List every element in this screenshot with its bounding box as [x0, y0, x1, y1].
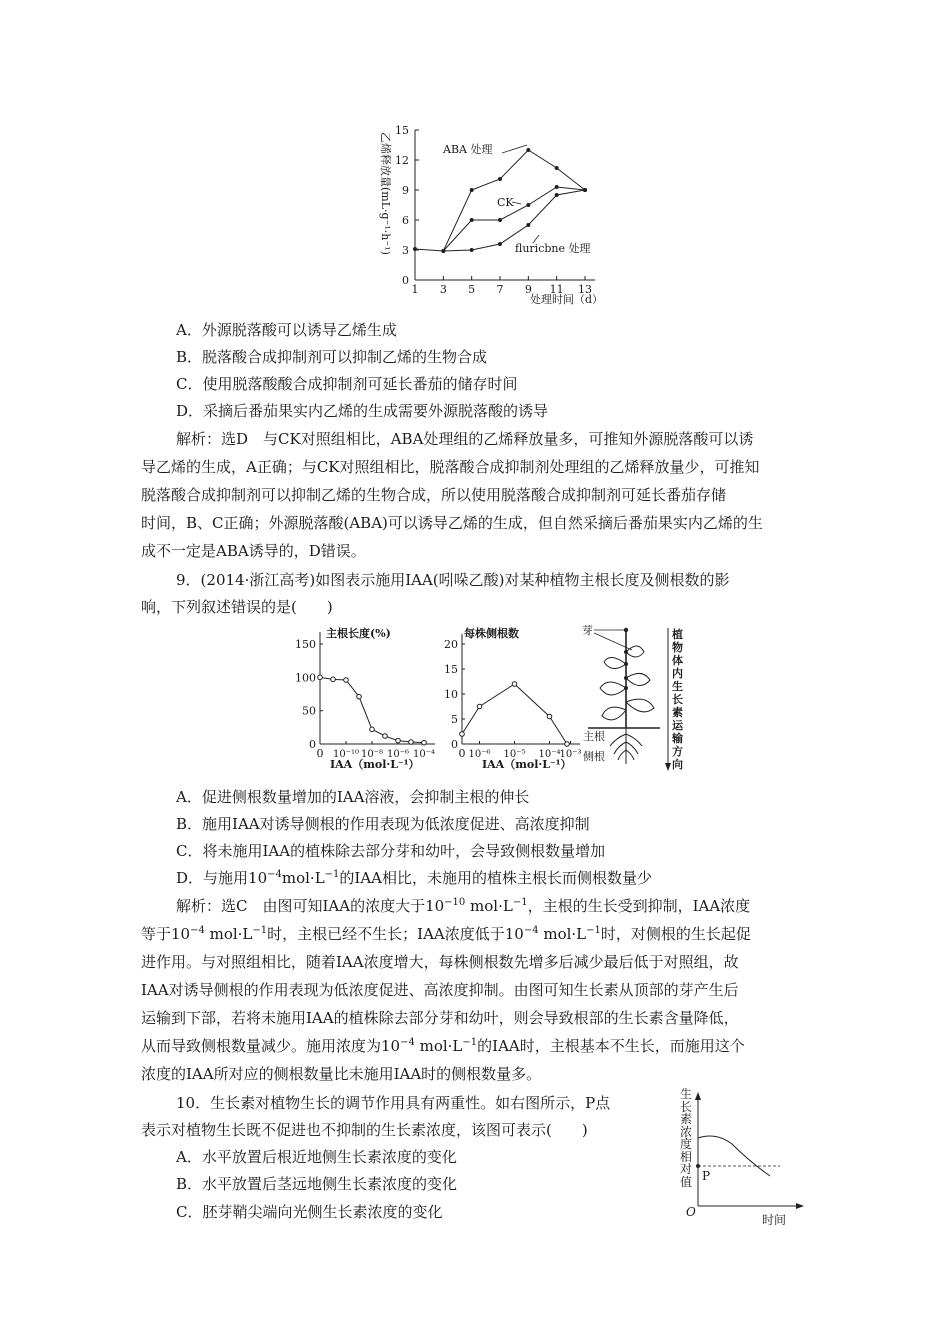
y-tick-label: 15 [444, 663, 458, 676]
root-system-icon [610, 728, 642, 764]
x-tick-label: 10⁻⁶ [468, 749, 491, 760]
q8-answer-line2: 导乙烯的生成，A正确；与CK对照组相比，脱落酸合成抑制剂处理组的乙烯释放量少，可推知 [141, 458, 760, 476]
q9-option-b: B．施用IAA对诱导侧根的作用表现为低浓度促进、高浓度抑制 [176, 815, 590, 833]
data-point [413, 247, 417, 251]
y-tick-label: 150 [295, 638, 316, 651]
q8-option-d: D．采摘后番茄果实内乙烯的生成需要外源脱落酸的诱导 [176, 402, 549, 420]
ethylene-chart-xlabel: 处理时间（d） [530, 293, 604, 306]
y-tick-label: 6 [402, 214, 409, 227]
y-tick-label: 3 [402, 244, 409, 257]
data-point [422, 740, 427, 745]
main-root-chart [290, 622, 440, 772]
x-tick-label: 10⁻⁴ [412, 749, 436, 760]
q9-answer-line1: 解析：选C 由图可知IAA的浓度大于$10^{-10}$ $mol\cdot L^{-1}$，主根的生长受到抑制，IAA浓度 [176, 897, 751, 915]
y-tick-label: 20 [444, 638, 458, 651]
y-tick-label: 5 [451, 713, 458, 726]
q8-answer-line1: 解析：选D 与CK对照组相比，ABA处理组的乙烯释放量多，可推知外源脱落酸可以诱 [176, 430, 754, 448]
q10-stem-line1: 10．生长素对植物生长的调节作用具有两重性。如右图所示，P点 [176, 1094, 611, 1112]
q9-stem-line1: 9．(2014·浙江高考)如图表示施用IAA(吲哚乙酸)对某种植物主根长度及侧根数的影 [176, 571, 730, 589]
data-point [583, 188, 587, 192]
data-point [498, 242, 502, 246]
y-tick-label: 9 [402, 184, 409, 197]
x-tick-label: 11 [549, 283, 564, 296]
x-tick-label: 0 [458, 747, 466, 760]
ethylene-chart [365, 118, 615, 313]
data-point [555, 166, 559, 170]
x-tick-label: 3 [439, 283, 447, 296]
q9-answer-line4: IAA对诱导侧根的作用表现为低浓度促进、高浓度抑制。由图可知生长素从顶部的芽产生后 [141, 981, 739, 999]
y-tick-label: 15 [395, 124, 409, 137]
x-tick-label: 9 [524, 283, 532, 296]
x-tick-label: 10⁻³ [559, 749, 582, 760]
data-point [370, 727, 375, 732]
data-point [512, 682, 517, 687]
lateral-root-chart [440, 622, 585, 772]
data-point [477, 704, 482, 709]
aba-series-label: ABA 处理 [443, 143, 493, 156]
ck-series-label: CK [497, 196, 514, 209]
auxin-chart-xlabel: 时间 [762, 1213, 787, 1227]
q8-answer-line3: 脱落酸合成抑制剂可以抑制乙烯的生物合成，所以使用脱落酸合成抑制剂可延长番茄存储 [141, 486, 727, 504]
data-point [344, 678, 349, 683]
data-point [498, 218, 502, 222]
data-point [460, 732, 465, 737]
main-root-chart-title: 主根长度(%) [326, 627, 391, 640]
data-point [555, 185, 559, 189]
data-point [526, 203, 530, 207]
data-point [555, 193, 559, 197]
x-tick-label: 10⁻⁸ [360, 749, 384, 760]
q9-option-a: A．促进侧根数量增加的IAA溶液，会抑制主根的伸长 [176, 788, 530, 806]
q9-answer-line7: 浓度的IAA所对应的侧根数量比未施用IAA时的侧根数量多。 [141, 1065, 542, 1083]
data-point [565, 742, 570, 747]
data-point [409, 740, 414, 745]
fluricbne-series-label: fluricbne 处理 [515, 242, 591, 255]
data-point [441, 249, 445, 253]
q9-answer-line2: 等于$10^{-4}$ $mol\cdot L^{-1}$时，主根已经不生长；IAA浓度低于$10^{-4}$ $mol\cdot L^{-1}$时，对侧根的生长起促 [141, 925, 751, 943]
y-tick-label: 50 [302, 704, 316, 718]
q8-option-c: C．使用脱落酸酸合成抑制剂可延长番茄的储存时间 [176, 375, 518, 393]
data-point [470, 218, 474, 222]
data-point [526, 148, 530, 152]
origin-label: O [686, 1205, 696, 1219]
y-tick-label: 100 [295, 671, 316, 685]
x-tick-label: 5 [468, 283, 476, 296]
data-point [470, 188, 474, 192]
x-tick-label: 10⁻⁴ [538, 749, 561, 760]
x-tick-label: 10⁻⁵ [503, 749, 526, 760]
data-point [498, 177, 502, 181]
x-tick-label: 1 [411, 283, 419, 296]
q9-option-d: D．与施用$10^{-4}mol\cdot L^{-1}$的IAA相比，未施用的植株主根长而侧根数量少 [176, 869, 652, 887]
data-point [383, 734, 388, 739]
data-point [396, 738, 401, 743]
main-root-label: 主根 [583, 730, 605, 743]
q8-option-b: B．脱落酸合成抑制剂可以抑制乙烯的生物合成 [176, 348, 488, 366]
q10-option-a: A．水平放置后根近地侧生长素浓度的变化 [176, 1148, 457, 1166]
x-tick-label: 13 [578, 283, 592, 296]
y-tick-label: 10 [444, 688, 458, 701]
q9-answer-line3: 进作用。与对照组相比，随着IAA浓度增大，每株侧根数先增多后减少最后低于对照组，故 [141, 953, 739, 971]
x-tick-label: 10⁻⁶ [386, 749, 410, 760]
p-point-label: P [702, 1169, 711, 1183]
lateral-root-chart-title: 每株侧根数 [464, 627, 519, 640]
data-point [526, 223, 530, 227]
q9-answer-line5: 运输到下部，若将未施用IAA的植株除去部分芽和幼叶，则会导致根部的生长素含量降低， [141, 1009, 739, 1027]
q9-stem-line2: 响，下列叙述错误的是( ) [141, 598, 333, 616]
q10-option-c: C．胚芽鞘尖端向光侧生长素浓度的变化 [176, 1203, 443, 1221]
x-tick-label: 0 [316, 747, 324, 760]
x-tick-label: 7 [496, 283, 504, 296]
leaf-icon [600, 646, 654, 720]
side-root-label: 侧根 [583, 750, 605, 763]
auxin-chart-ylabel: 生长素浓度相对值 [680, 1087, 693, 1189]
q9-option-c: C．将未施用IAA的植株除去部分芽和幼叶，会导致侧根数量增加 [176, 842, 606, 860]
q8-option-a: A．外源脱落酸可以诱导乙烯生成 [176, 321, 397, 339]
q10-option-b: B．水平放置后茎远地侧生长素浓度的变化 [176, 1175, 458, 1193]
q8-answer-line5: 成不一定是ABA诱导的，D错误。 [141, 542, 366, 560]
q10-stem-line2: 表示对植物生长既不促进也不抑制的生长素浓度，该图可表示( ) [141, 1121, 588, 1139]
data-point [547, 714, 552, 719]
q9-answer-line6: 从而导致侧根数量减少。施用浓度为$10^{-4}$ $mol\cdot L^{-1}$的IAA时，主根基本不生长，而施用这个 [141, 1037, 745, 1055]
x-tick-label: 10⁻¹⁰ [332, 749, 360, 760]
y-tick-label: 0 [451, 738, 458, 751]
y-tick-label: 0 [402, 274, 409, 287]
y-tick-label: 0 [309, 738, 316, 751]
ethylene-chart-ylabel: 乙烯释放量(mL·g⁻¹·h⁻¹) [379, 132, 392, 255]
data-point [470, 248, 474, 252]
lateral-root-chart-xlabel: IAA（mol·L⁻¹） [482, 758, 572, 771]
y-tick-label: 12 [395, 154, 409, 167]
data-point [331, 677, 336, 682]
q8-answer-line4: 时间，B、C正确；外源脱落酸(ABA)可以诱导乙烯的生成，但自然采摘后番茄果实内乙烯的生 [141, 514, 763, 532]
data-point [357, 694, 362, 699]
auxin-transport-direction-label: 植物体内生长素运输方向 [672, 628, 683, 771]
main-root-chart-xlabel: IAA（mol·L⁻¹） [330, 758, 420, 771]
data-point [318, 675, 323, 680]
bud-label: 芽 [582, 624, 593, 637]
